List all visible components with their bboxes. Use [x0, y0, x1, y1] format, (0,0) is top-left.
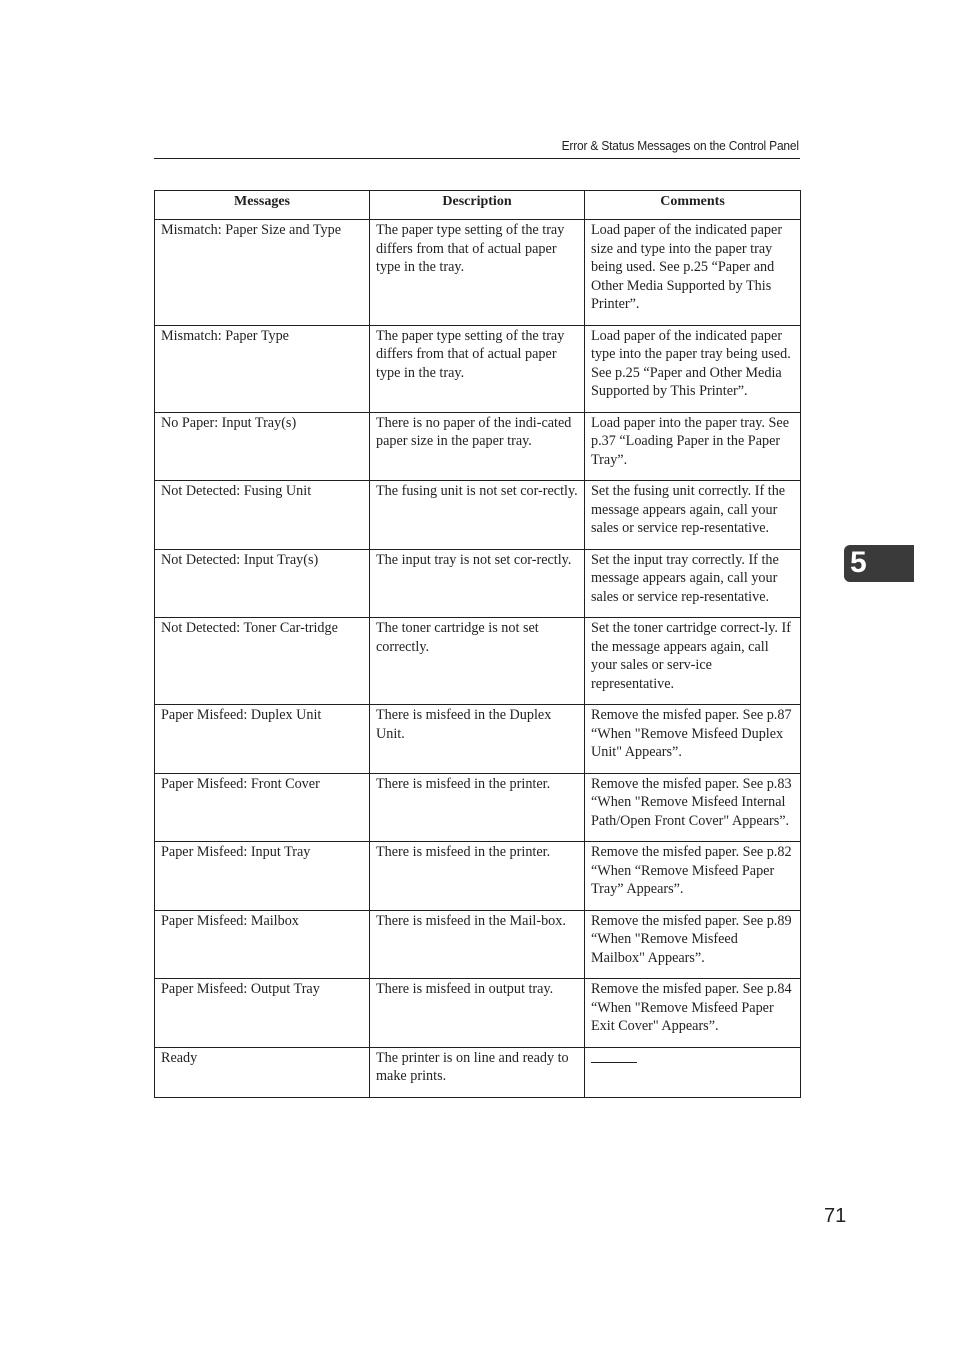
comment-cell: Load paper of the indicated paper type into the paper tray being used. See p.25 “Paper and Other Media Supported by This Printer”.	[585, 325, 801, 412]
comment-cell: Load paper into the paper tray. See p.37 “Loading Paper in the Paper Tray”.	[585, 412, 801, 481]
table-row	[155, 910, 801, 979]
message-cell: Paper Misfeed: Mailbox	[155, 910, 370, 979]
comment-cell: Remove the misfed paper. See p.87 “When "Remove Misfeed Duplex Unit" Appears”.	[585, 705, 801, 774]
message-cell: Paper Misfeed: Input Tray	[155, 842, 370, 911]
description-cell: The input tray is not set cor-rectly.	[370, 549, 585, 618]
column-header-description: Description	[370, 191, 585, 220]
table-row	[155, 412, 801, 481]
comment-cell	[585, 1047, 801, 1097]
message-cell: Paper Misfeed: Output Tray	[155, 979, 370, 1048]
header-rule	[154, 158, 800, 159]
description-cell: The paper type setting of the tray differs from that of actual paper type in the tray.	[370, 325, 585, 412]
message-cell: Mismatch: Paper Size and Type	[155, 220, 370, 326]
comment-cell: Remove the misfed paper. See p.84 “When "Remove Misfeed Paper Exit Cover" Appears”.	[585, 979, 801, 1048]
table-row	[155, 979, 801, 1048]
message-cell: Mismatch: Paper Type	[155, 325, 370, 412]
comment-cell: Remove the misfed paper. See p.89 “When "Remove Misfeed Mailbox" Appears”.	[585, 910, 801, 979]
message-cell: No Paper: Input Tray(s)	[155, 412, 370, 481]
comment-cell: Remove the misfed paper. See p.83 “When "Remove Misfeed Internal Path/Open Front Cover" Appears”.	[585, 773, 801, 842]
table-row	[155, 618, 801, 705]
table-header-row	[155, 191, 801, 220]
description-cell: There is misfeed in output tray.	[370, 979, 585, 1048]
description-cell: The paper type setting of the tray differs from that of actual paper type in the tray.	[370, 220, 585, 326]
description-cell: There is no paper of the indi-cated paper size in the paper tray.	[370, 412, 585, 481]
description-cell: There is misfeed in the printer.	[370, 842, 585, 911]
message-cell: Not Detected: Fusing Unit	[155, 481, 370, 550]
column-header-comments: Comments	[585, 191, 801, 220]
description-cell: There is misfeed in the printer.	[370, 773, 585, 842]
message-cell: Not Detected: Input Tray(s)	[155, 549, 370, 618]
running-header-title: Error & Status Messages on the Control Panel	[561, 138, 799, 153]
comment-cell: Set the toner cartridge correct-ly. If the message appears again, call your sales or serv-ice representative.	[585, 618, 801, 705]
description-cell: There is misfeed in the Mail-box.	[370, 910, 585, 979]
description-cell: There is misfeed in the Duplex Unit.	[370, 705, 585, 774]
comment-cell: Set the fusing unit correctly. If the message appears again, call your sales or service rep-resentative.	[585, 481, 801, 550]
table-row	[155, 705, 801, 774]
table-row	[155, 220, 801, 326]
description-cell: The fusing unit is not set cor-rectly.	[370, 481, 585, 550]
table-row	[155, 773, 801, 842]
chapter-number: 5	[850, 546, 867, 579]
no-comment-dash	[591, 1062, 637, 1063]
table-row	[155, 549, 801, 618]
messages-table	[154, 190, 801, 1098]
comment-cell: Set the input tray correctly. If the message appears again, call your sales or service rep-resentative.	[585, 549, 801, 618]
chapter-tab	[844, 545, 914, 582]
message-cell: Paper Misfeed: Front Cover	[155, 773, 370, 842]
message-cell: Ready	[155, 1047, 370, 1097]
page-number: 71	[824, 1205, 847, 1227]
message-cell: Paper Misfeed: Duplex Unit	[155, 705, 370, 774]
table-row	[155, 481, 801, 550]
comment-cell: Remove the misfed paper. See p.82 “When “Remove Misfeed Paper Tray” Appears”.	[585, 842, 801, 911]
description-cell: The printer is on line and ready to make prints.	[370, 1047, 585, 1097]
message-cell: Not Detected: Toner Car-tridge	[155, 618, 370, 705]
table-row	[155, 325, 801, 412]
description-cell: The toner cartridge is not set correctly.	[370, 618, 585, 705]
column-header-messages: Messages	[155, 191, 370, 220]
table-row	[155, 842, 801, 911]
table-row	[155, 1047, 801, 1097]
comment-cell: Load paper of the indicated paper size and type into the paper tray being used. See p.25 “Paper and Other Media Supported by This Printer”.	[585, 220, 801, 326]
